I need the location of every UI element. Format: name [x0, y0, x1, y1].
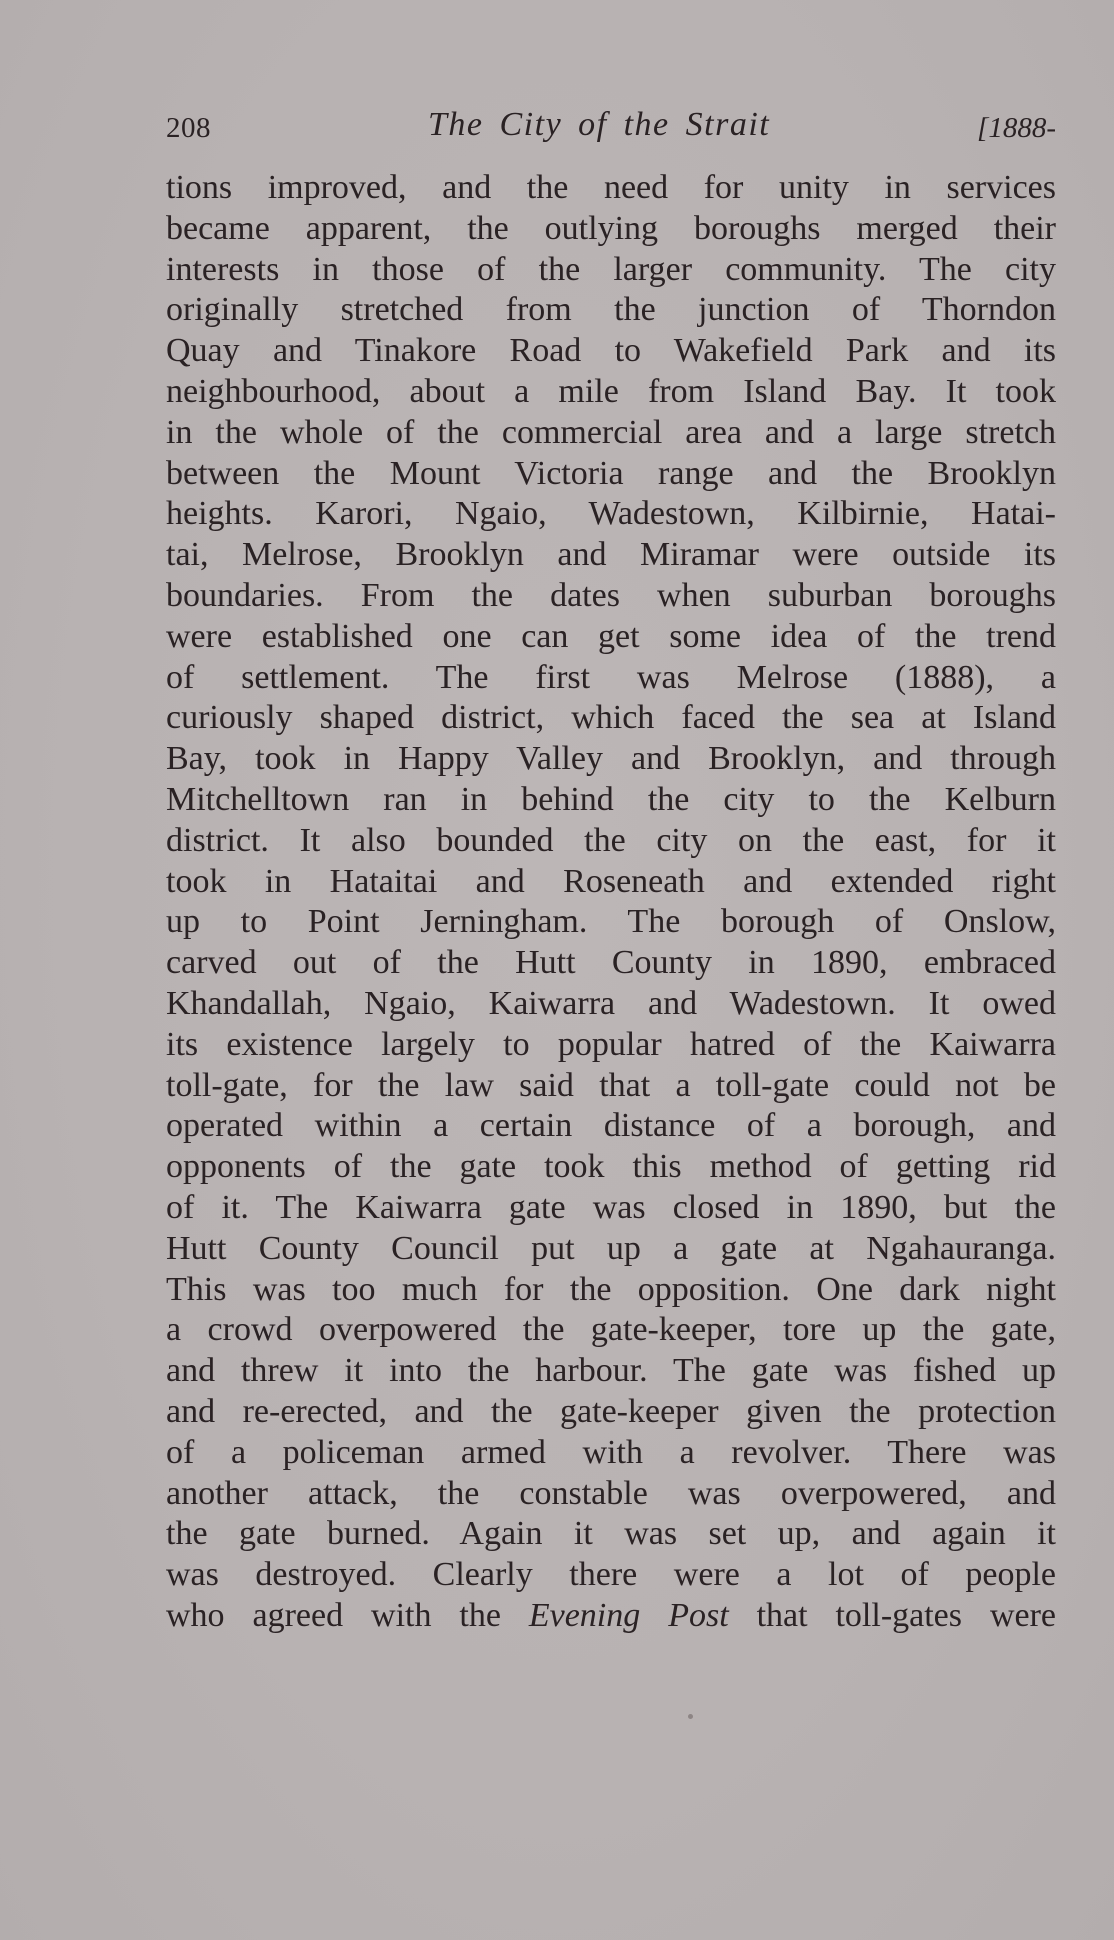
text-line: a crowd overpowered the gate-keeper, tore up the gate,	[166, 1311, 1056, 1349]
text-line: operated within a certain distance of a borough, and	[166, 1107, 1056, 1145]
text-line: Quay and Tinakore Road to Wakefield Park and its	[166, 332, 1056, 370]
page-number: 208	[166, 112, 211, 144]
text-line: Khandallah, Ngaio, Kaiwarra and Wadestown. It owed	[166, 984, 1056, 1022]
text-line: took in Hataitai and Roseneath and extended right	[166, 862, 1056, 900]
text-line: were established one can get some idea of the trend	[166, 617, 1056, 655]
text-line: of settlement. The first was Melrose (1888), a	[166, 658, 1056, 696]
text-line: of a policeman armed with a revolver. There was	[166, 1433, 1056, 1471]
text-line: This was too much for the opposition. One dark night	[166, 1270, 1056, 1308]
text-line: neighbourhood, about a mile from Island Bay. It took	[166, 372, 1056, 410]
text-line: became apparent, the outlying boroughs merged their	[166, 209, 1056, 247]
book-title: The City of the Strait	[428, 106, 771, 143]
text-line: curiously shaped district, which faced the sea at Island	[166, 699, 1056, 737]
text-line: tai, Melrose, Brooklyn and Miramar were outside its	[166, 536, 1056, 574]
last-line-end: that toll-gates were	[728, 1596, 1056, 1634]
text-line: toll-gate, for the law said that a toll-gate could not be	[166, 1066, 1056, 1104]
text-line: originally stretched from the junction of Thorndon	[166, 291, 1056, 329]
text-line: Bay, took in Happy Valley and Brooklyn, and through	[166, 740, 1056, 778]
text-line: boundaries. From the dates when suburban boroughs	[166, 576, 1056, 614]
running-head	[166, 106, 1056, 152]
text-line: up to Point Jerningham. The borough of Onslow,	[166, 903, 1056, 941]
text-line: interests in those of the larger community. The city	[166, 250, 1056, 288]
text-line: district. It also bounded the city on the east, for it	[166, 821, 1056, 859]
text-line: and threw it into the harbour. The gate was fished up	[166, 1352, 1056, 1390]
text-line-last	[166, 1596, 1056, 1637]
text-line: of it. The Kaiwarra gate was closed in 1890, but the	[166, 1188, 1056, 1226]
text-line: heights. Karori, Ngaio, Wadestown, Kilbirnie, Hatai-	[166, 495, 1056, 533]
date-range: [1888-	[977, 112, 1056, 144]
text-line: tions improved, and the need for unity in services	[166, 169, 1056, 206]
text-line: the gate burned. Again it was set up, and again it	[166, 1515, 1056, 1553]
text-line: between the Mount Victoria range and the Brooklyn	[166, 454, 1056, 492]
text-line: Hutt County Council put up a gate at Ngahauranga.	[166, 1229, 1056, 1267]
newspaper-title: Evening Post	[528, 1596, 729, 1634]
text-line: in the whole of the commercial area and a large stretch	[166, 413, 1056, 451]
text-line: and re-erected, and the gate-keeper given the protection	[166, 1392, 1056, 1430]
text-line: carved out of the Hutt County in 1890, embraced	[166, 944, 1056, 982]
text-line: another attack, the constable was overpowered, and	[166, 1474, 1056, 1512]
text-line: Mitchelltown ran in behind the city to the Kelburn	[166, 780, 1056, 818]
last-line-start: who agreed with the	[166, 1596, 529, 1634]
text-line: was destroyed. Clearly there were a lot of people	[166, 1556, 1056, 1594]
text-line: its existence largely to popular hatred of the Kaiwarra	[166, 1025, 1056, 1063]
paper-speck	[688, 1714, 693, 1719]
body-text	[166, 168, 1056, 1637]
text-line: opponents of the gate took this method of getting rid	[166, 1148, 1056, 1186]
